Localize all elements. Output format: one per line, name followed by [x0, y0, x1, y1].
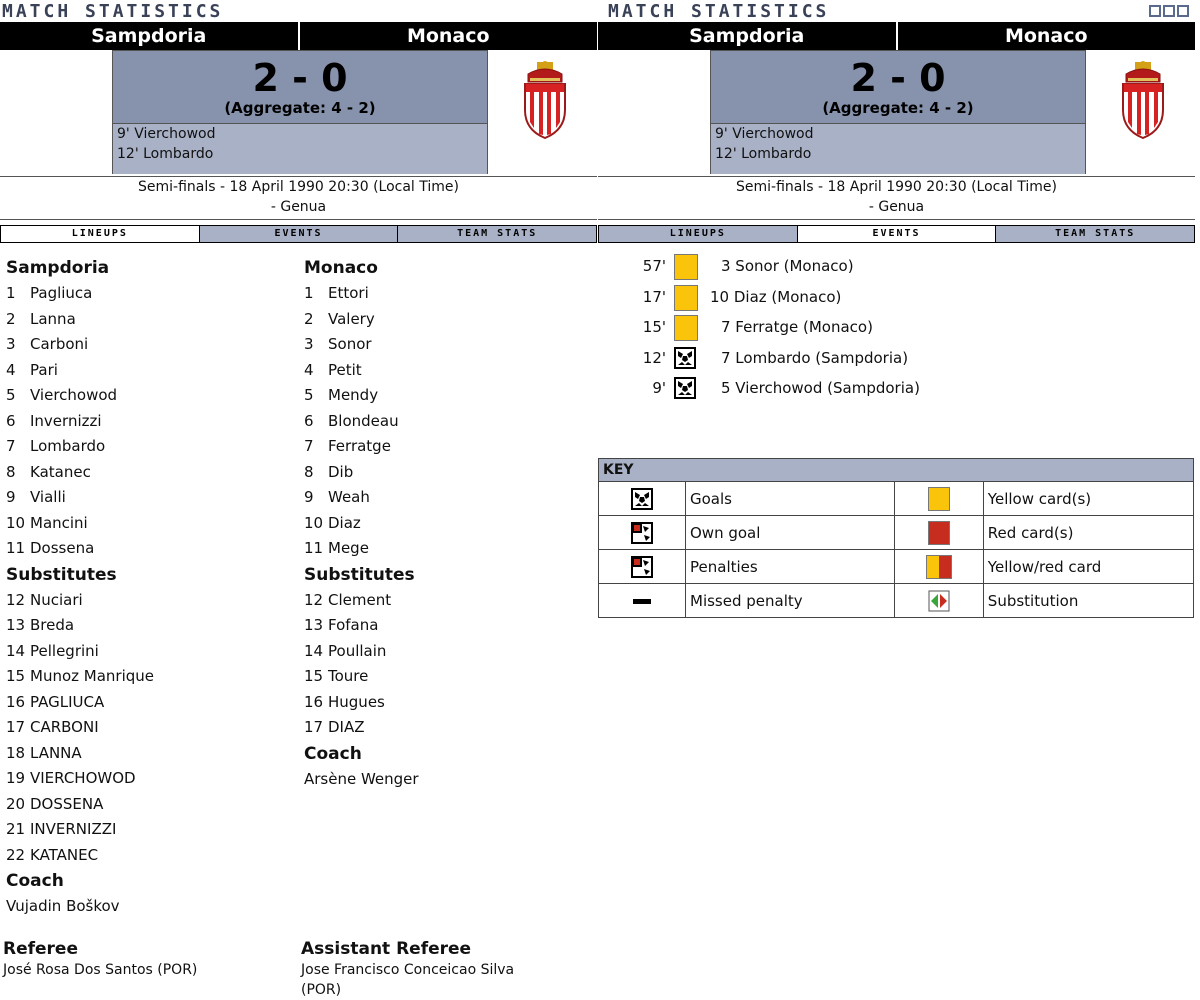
player-number: 13: [304, 616, 324, 634]
player-name: LANNA: [30, 743, 82, 762]
key-penalties-label: Penalties: [686, 550, 895, 584]
key-title: KEY: [599, 459, 1194, 482]
substitute-row: [6, 741, 286, 767]
player-row: [304, 485, 584, 511]
player-number: 18: [6, 743, 26, 762]
player-number: 13: [6, 616, 26, 634]
player-number: 10: [6, 513, 26, 532]
event-row: [598, 375, 1195, 401]
player-number: 8: [6, 462, 16, 481]
player-number: 12: [304, 590, 324, 609]
team-heading: Monaco: [304, 258, 378, 278]
key-yellow-red-label: Yellow/red card: [983, 550, 1193, 584]
player-row: [6, 409, 286, 435]
player-row: [6, 281, 286, 307]
player-row: [6, 511, 286, 537]
scorer-item: 9' Vierchowod: [715, 126, 814, 142]
goal-icon: [631, 488, 653, 510]
yellow-card-icon: [674, 285, 698, 311]
player-number: 6: [6, 411, 16, 430]
player-row: [304, 511, 584, 537]
key-substitution-label: Substitution: [983, 584, 1193, 618]
player-number: 20: [6, 794, 26, 813]
player-name: Clement: [328, 590, 392, 609]
away-team-name: Monaco: [406, 25, 490, 47]
event-row: [598, 345, 1195, 371]
event-row: [598, 314, 1195, 340]
player-number: 12: [6, 590, 26, 609]
yellow-card-icon: [674, 315, 698, 341]
substitute-row: [304, 639, 584, 665]
player-name: Katanec: [30, 462, 91, 481]
tab-lineups[interactable]: LINEUPS: [1, 226, 200, 242]
player-number: 5: [304, 386, 314, 404]
substitute-row: [6, 715, 286, 741]
teams-bar: [598, 22, 1195, 50]
player-number: 9: [6, 488, 16, 506]
substitute-row: [304, 588, 584, 614]
player-row: [6, 536, 286, 562]
window-title: MATCH STATISTICS: [608, 1, 830, 22]
player-row: [6, 332, 286, 358]
player-number: 17: [304, 718, 324, 736]
substitute-row: [6, 766, 286, 792]
player-number: 4: [304, 360, 314, 379]
player-name: Vierchowod: [30, 386, 118, 404]
player-number: 5: [6, 386, 16, 404]
player-row: [304, 307, 584, 333]
substitutes-heading: Substitutes: [304, 564, 415, 585]
player-number: 17: [6, 718, 26, 736]
player-name: Toure: [328, 667, 369, 685]
event-row: [598, 253, 1195, 279]
score-box: [112, 50, 488, 174]
player-name: Pari: [30, 360, 58, 379]
player-name: Hugues: [328, 692, 385, 711]
player-number: 19: [6, 769, 26, 787]
penalty-icon: [631, 556, 653, 578]
home-team-name: Sampdoria: [598, 22, 898, 50]
substitute-row: [6, 639, 286, 665]
player-row: [6, 307, 286, 333]
player-name: Ferratge: [328, 437, 391, 455]
scorers: [711, 123, 1085, 174]
player-number: 7: [304, 437, 314, 455]
player-row: [304, 409, 584, 435]
event-minute: 17': [642, 287, 666, 306]
player-number: 14: [304, 641, 324, 660]
player-number: 1: [6, 284, 16, 302]
player-name: INVERNIZZI: [30, 820, 117, 838]
substitute-row: [6, 817, 286, 843]
event-description: 5 Vierchowod (Sampdoria): [721, 379, 920, 397]
event-minute: 57': [642, 257, 666, 275]
player-name: Pellegrini: [30, 641, 99, 660]
referee-block: [3, 938, 283, 980]
close-icon[interactable]: [1177, 5, 1189, 17]
event-minute: 15': [642, 318, 666, 336]
player-number: 10: [304, 513, 324, 532]
match-info-line2: - Genua: [868, 199, 925, 215]
teams-bar: [0, 22, 597, 50]
coach-heading: Coach: [304, 743, 362, 764]
assistant-referee-block: [301, 938, 581, 1000]
match-info: [598, 176, 1195, 220]
player-row: [6, 485, 286, 511]
player-number: 6: [304, 411, 314, 430]
goal-icon: [674, 377, 696, 399]
tab-team-stats[interactable]: TEAM STATS: [398, 226, 596, 242]
coach-heading: Coach: [6, 871, 64, 891]
event-minute: 9': [652, 379, 666, 397]
player-name: Mege: [328, 539, 369, 557]
player-row: [6, 383, 286, 409]
title-bar: [0, 0, 597, 22]
player-name: Munoz Manrique: [30, 667, 155, 685]
player-name: Lanna: [30, 309, 76, 328]
match-info-line2: - Genua: [270, 199, 327, 215]
home-lineup: [6, 255, 286, 920]
player-row: [304, 460, 584, 486]
player-name: Petit: [328, 360, 362, 379]
red-card-icon: [928, 521, 950, 545]
player-name: PAGLIUCA: [30, 692, 105, 711]
player-name: Dossena: [30, 539, 95, 557]
maximize-icon[interactable]: [1163, 5, 1175, 17]
player-number: 15: [304, 667, 324, 685]
monaco-crest-icon: [520, 60, 570, 140]
event-row: [598, 284, 1195, 310]
referee-label: Referee: [3, 939, 78, 959]
tab-bar: [598, 225, 1195, 243]
referee-name: José Rosa Dos Santos (POR): [3, 962, 198, 978]
player-row: [304, 281, 584, 307]
tab-events[interactable]: EVENTS: [200, 226, 399, 242]
player-name: Valery: [328, 309, 375, 328]
player-name: Vialli: [30, 488, 66, 506]
key-table: [598, 458, 1194, 618]
event-description: 3 Sonor (Monaco): [721, 257, 854, 275]
player-name: Nuciari: [30, 590, 83, 609]
tab-bar: [0, 225, 597, 243]
scorers: [113, 123, 487, 174]
minimize-icon[interactable]: [1149, 5, 1161, 17]
player-name: Dib: [328, 462, 354, 481]
aggregate-score: (Aggregate: 4 - 2): [822, 99, 974, 117]
title-bar: [598, 0, 1195, 22]
aggregate-score: (Aggregate: 4 - 2): [224, 99, 376, 117]
substitute-row: [6, 588, 286, 614]
match-info-line1: Semi-finals - 18 April 1990 20:30 (Local Time): [138, 179, 459, 195]
player-row: [6, 358, 286, 384]
match-info-line1: Semi-finals - 18 April 1990 20:30 (Local Time): [736, 179, 1057, 195]
player-number: 3: [6, 335, 16, 353]
player-name: Diaz: [328, 513, 361, 532]
coach-name: Vujadin Boškov: [6, 897, 120, 915]
key-missed-penalty-label: Missed penalty: [686, 584, 895, 618]
score-box: [710, 50, 1086, 174]
player-name: Fofana: [328, 616, 379, 634]
player-name: Poullain: [328, 641, 387, 660]
player-name: CARBONI: [30, 718, 99, 736]
substitute-row: [6, 690, 286, 716]
player-number: 22: [6, 845, 26, 864]
key-goals-label: Goals: [686, 482, 895, 516]
player-name: Blondeau: [328, 411, 399, 430]
window-title: MATCH STATISTICS: [2, 1, 224, 22]
window-controls: [1149, 5, 1189, 17]
player-row: [304, 358, 584, 384]
player-name: Lombardo: [30, 437, 106, 455]
substitute-row: [304, 664, 584, 690]
away-lineup: [304, 255, 584, 792]
player-number: 3: [304, 335, 314, 353]
player-name: DIAZ: [328, 718, 365, 736]
player-row: [6, 460, 286, 486]
player-row: [304, 536, 584, 562]
player-name: DOSSENA: [30, 794, 104, 813]
goal-icon: [674, 347, 696, 369]
team-heading: Sampdoria: [6, 258, 110, 278]
match-info: [0, 176, 597, 220]
home-team-name: Sampdoria: [0, 22, 300, 50]
substitute-row: [304, 715, 584, 741]
yellow-card-icon: [928, 487, 950, 511]
player-number: 15: [6, 667, 26, 685]
monaco-crest-icon: [1118, 60, 1168, 140]
substitute-row: [6, 792, 286, 818]
assistant-referee-label: Assistant Referee: [301, 939, 472, 959]
substitute-row: [6, 613, 286, 639]
event-minute: 12': [642, 348, 666, 367]
event-description: 10 Diaz (Monaco): [710, 287, 842, 306]
player-number: 11: [6, 539, 26, 557]
yellow-card-icon: [674, 254, 698, 280]
scorer-item: 9' Vierchowod: [117, 126, 216, 142]
substitute-row: [6, 843, 286, 869]
player-name: Mendy: [328, 386, 379, 404]
player-name: Sonor: [328, 335, 372, 353]
scorer-item: 12' Lombardo: [715, 146, 812, 162]
player-name: KATANEC: [30, 845, 99, 864]
tab-lineups[interactable]: LINEUPS: [599, 226, 798, 242]
substitute-row: [6, 664, 286, 690]
player-name: Mancini: [30, 513, 88, 532]
player-number: 21: [6, 820, 26, 838]
lineups-panel: [0, 0, 597, 999]
away-team-name: Monaco: [1004, 25, 1088, 47]
scorer-item: 12' Lombardo: [117, 146, 214, 162]
player-row: [6, 434, 286, 460]
player-number: 2: [6, 309, 16, 328]
key-red-label: Red card(s): [983, 516, 1193, 550]
player-row: [304, 434, 584, 460]
tab-events[interactable]: EVENTS: [798, 226, 997, 242]
player-name: Breda: [30, 616, 75, 634]
player-name: Pagliuca: [30, 284, 93, 302]
player-number: 1: [304, 284, 314, 302]
assistant-referee-name: Jose Francisco Conceicao Silva: [301, 962, 515, 978]
player-number: 11: [304, 539, 324, 557]
player-number: 4: [6, 360, 16, 379]
player-name: Invernizzi: [30, 411, 102, 430]
score: 2 - 0: [252, 56, 348, 100]
player-name: Ettori: [328, 284, 369, 302]
coach-name: Arsène Wenger: [304, 769, 419, 788]
substitute-row: [304, 613, 584, 639]
score-area: [598, 50, 1195, 174]
score-area: [0, 50, 597, 174]
key-yellow-label: Yellow card(s): [983, 482, 1193, 516]
player-number: 9: [304, 488, 314, 506]
key-own-goal-label: Own goal: [686, 516, 895, 550]
yellow-red-card-icon: [926, 555, 952, 579]
player-number: 8: [304, 462, 314, 481]
player-name: VIERCHOWOD: [30, 769, 136, 787]
score: 2 - 0: [850, 56, 946, 100]
player-row: [304, 383, 584, 409]
tab-team-stats[interactable]: TEAM STATS: [996, 226, 1194, 242]
event-description: 7 Ferratge (Monaco): [721, 318, 873, 336]
events-panel: [598, 0, 1195, 999]
own-goal-icon: [631, 522, 653, 544]
substitution-icon: [928, 590, 950, 612]
substitutes-heading: Substitutes: [6, 564, 117, 585]
player-number: 16: [6, 692, 26, 711]
player-row: [304, 332, 584, 358]
player-name: Carboni: [30, 335, 89, 353]
player-number: 7: [6, 437, 16, 455]
player-number: 2: [304, 309, 314, 328]
player-name: Weah: [328, 488, 370, 506]
assistant-referee-country: (POR): [301, 982, 342, 998]
event-description: 7 Lombardo (Sampdoria): [721, 348, 909, 367]
substitute-row: [304, 690, 584, 716]
player-number: 16: [304, 692, 324, 711]
player-number: 14: [6, 641, 26, 660]
missed-penalty-icon: [633, 599, 651, 604]
